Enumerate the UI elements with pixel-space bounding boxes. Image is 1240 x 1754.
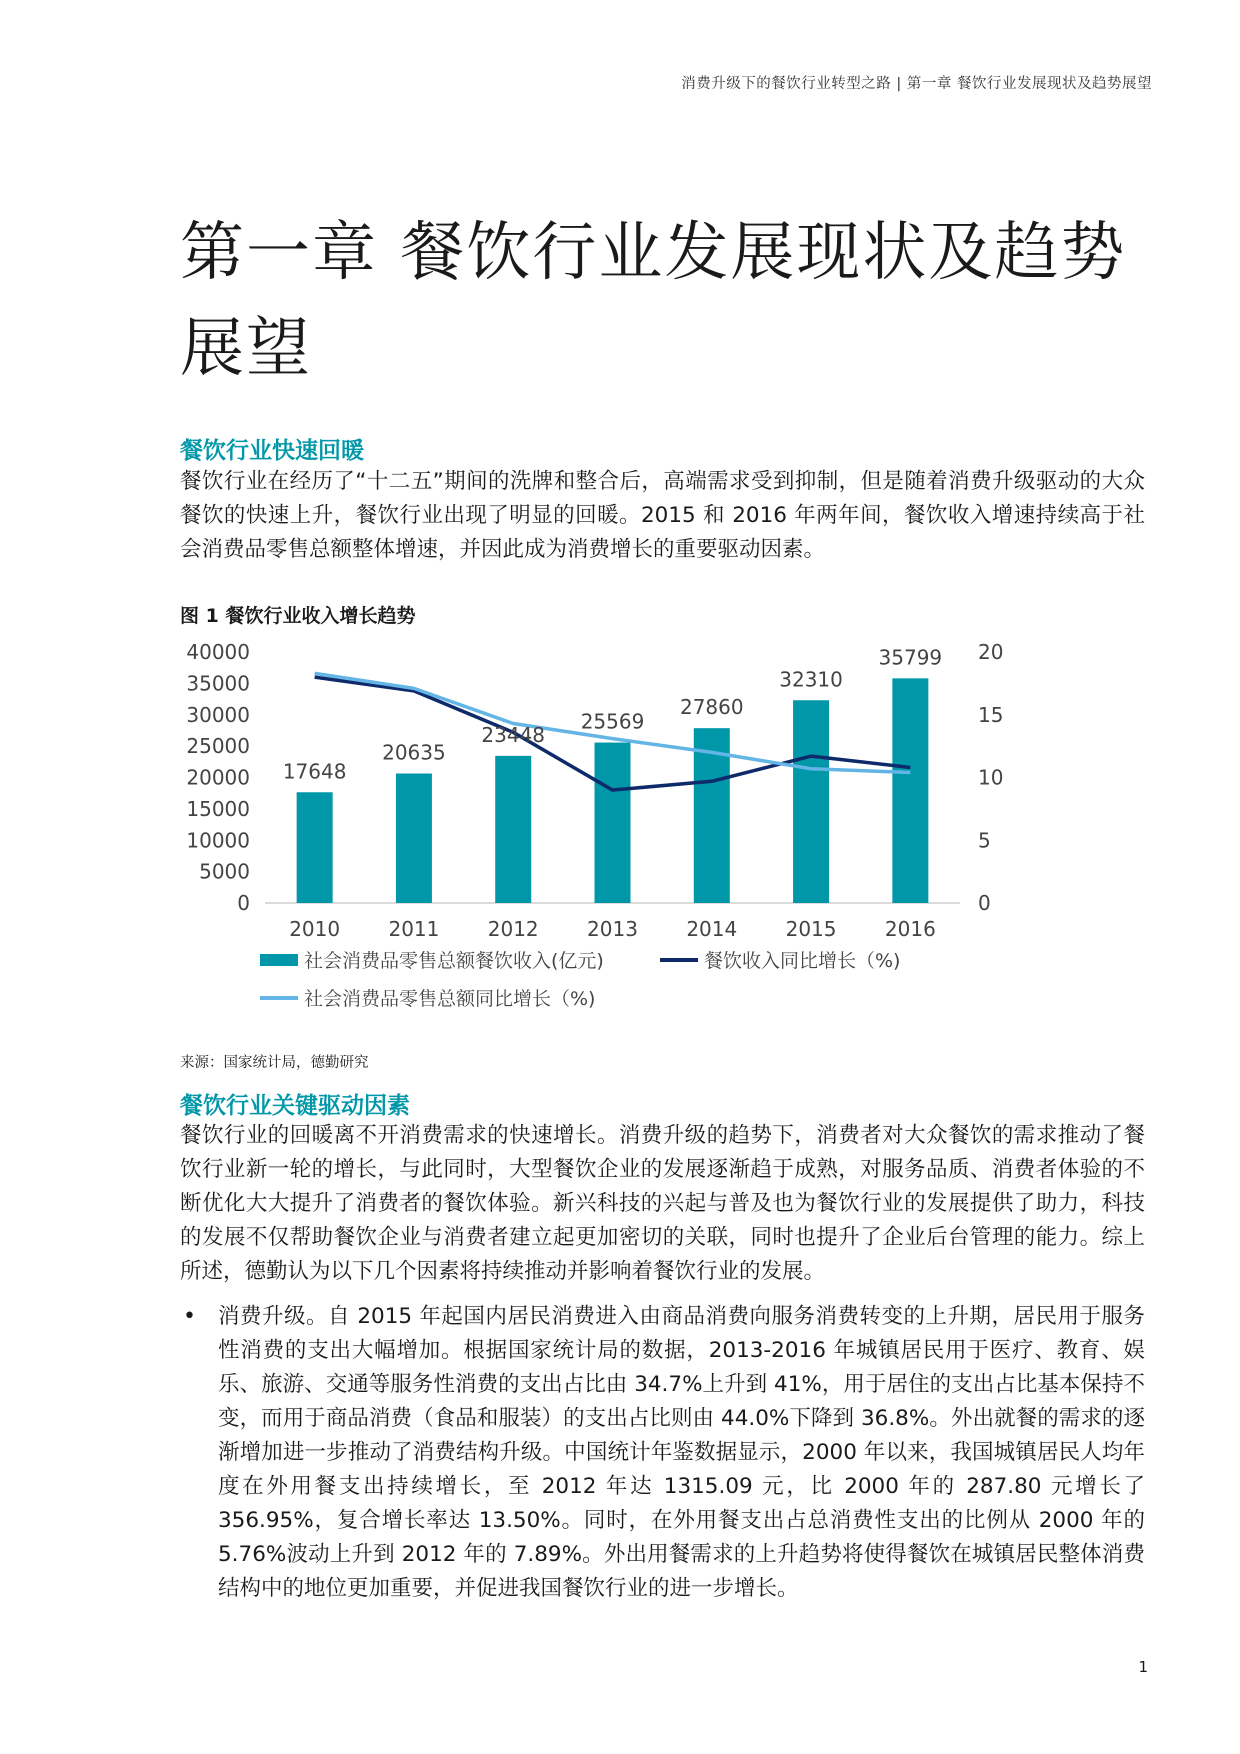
x-axis-tick-label: 2011 <box>388 917 440 941</box>
section-paragraph-drivers: 餐饮行业的回暖离不开消费需求的快速增长。消费升级的趋势下，消费者对大众餐饮的需求推动了餐饮行业新一轮的增长，与此同时，大型餐饮企业的发展逐渐趋于成熟，对服务品质、消费者体验的不断优化大大提升了消费者的餐饮体验。新兴科技的兴起与普及也为餐饮行业的发展提供了助力，科技的发展不仅帮助餐饮企业与消费者建立起更加密切的关联，同时也提升了企业后台管理的能力。综上所述，德勤认为以下几个因素将持续推动并影响着餐饮行业的发展。 <box>180 1123 1145 1284</box>
left-axis-tick-label: 20000 <box>186 765 250 790</box>
bar-data-label: 35799 <box>878 645 943 670</box>
bar-data-label: 25569 <box>580 709 645 734</box>
left-axis-tick-label: 10000 <box>186 828 250 853</box>
legend-label: 社会消费品零售总额同比增长（%) <box>304 988 596 1010</box>
list-item <box>180 1300 1145 1606</box>
left-axis-tick-label: 5000 <box>199 859 250 884</box>
bar-data-label: 32310 <box>779 667 843 692</box>
chart-legend <box>260 949 900 1010</box>
figure-caption: 图 1 餐饮行业收入增长趋势 <box>180 605 416 627</box>
bar <box>793 700 829 903</box>
legend-label: 餐饮收入同比增长（%) <box>704 950 901 972</box>
left-axis-tick-label: 40000 <box>186 640 250 664</box>
section-title-recovery: 餐饮行业快速回暖 <box>180 438 364 464</box>
bar-data-label: 23448 <box>481 722 546 747</box>
bar-data-label: 20635 <box>382 740 446 765</box>
left-axis-tick-label: 15000 <box>186 796 250 821</box>
right-axis-tick-label: 0 <box>978 891 991 915</box>
bar-data-label: 17648 <box>282 759 347 784</box>
bar <box>297 792 333 903</box>
bar-data-label: 27860 <box>679 695 744 720</box>
x-axis-tick-label: 2015 <box>785 917 837 941</box>
page-number: 1 <box>1138 1658 1148 1676</box>
left-axis-tick-label: 0 <box>237 891 250 915</box>
right-axis-tick-label: 10 <box>978 765 1004 790</box>
x-axis-tick-label: 2012 <box>487 917 539 941</box>
x-axis-tick-label: 2016 <box>884 917 936 941</box>
right-axis <box>978 640 1003 915</box>
x-axis-tick-label: 2014 <box>686 917 738 941</box>
bar <box>595 743 631 903</box>
right-axis-tick-label: 15 <box>978 702 1004 727</box>
bar <box>892 678 928 903</box>
section-paragraph-recovery: 餐饮行业在经历了“十二五”期间的洗牌和整合后，高端需求受到抑制，但是随着消费升级驱动的大众餐饮的快速上升，餐饮行业出现了明显的回暖。2015 和 2016 年两年间，餐饮收入增速持续高于社会消费品零售总额整体增速，并因此成为消费增长的重要驱动因素。 <box>180 469 1145 562</box>
revenue-growth-chart <box>180 625 1140 1045</box>
list-item-text: 消费升级。自 2015 年起国内居民消费进入由商品消费向服务消费转变的上升期，居民用于服务性消费的支出大幅增加。根据国家统计局的数据，2013-2016 年城镇居民用于医疗、教育、娱乐、旅游、交通等服务性消费的支出占比由 34.7%上升到 41%，用于居住的支出占比基本保持不变，而用于商品消费（食品和服装）的支出占比则由 44.0%下降到 36.8%。外出就餐的需求的逐渐增加进一步推动了消费结构升级。中国统计年鉴数据显示，2000 年以来，我国城镇居民人均年度在外用餐支出持续增长，至 2012 年达 1315.09 元，比 2000 年的 287.80 元增长了 356.95%，复合增长率达 13.50%。同时，在外用餐支出占总消费性支出的比例从 2000 年的 5.76%波动上升到 2012 年的 7.89%。外出用餐需求的上升趋势将使得餐饮在城镇居民整体消费结构中的地位更加重要，并促进我国餐饮行业的进一步增长。 <box>218 1304 1145 1601</box>
legend-swatch <box>260 954 298 966</box>
left-axis-tick-label: 25000 <box>186 734 250 759</box>
bullet-marker: • <box>183 1304 196 1329</box>
chapter-title: 第一章 餐饮行业发展现状及趋势展望 <box>180 216 1127 386</box>
x-axis <box>289 917 936 941</box>
driver-list <box>180 1300 1145 1606</box>
bar <box>495 756 531 903</box>
right-axis-tick-label: 5 <box>978 828 991 853</box>
x-axis-tick-label: 2010 <box>289 917 341 941</box>
left-axis-tick-label: 30000 <box>186 702 250 727</box>
section-title-drivers: 餐饮行业关键驱动因素 <box>180 1093 410 1119</box>
right-axis-tick-label: 20 <box>978 640 1004 664</box>
running-header: 消费升级下的餐饮行业转型之路 | 第一章 餐饮行业发展现状及趋势展望 <box>681 76 1152 92</box>
bar <box>396 774 432 903</box>
figure-source: 来源：国家统计局，德勤研究 <box>180 1055 369 1071</box>
legend-label: 社会消费品零售总额餐饮收入(亿元) <box>304 950 604 972</box>
left-axis-tick-label: 35000 <box>186 671 250 696</box>
x-axis-tick-label: 2013 <box>587 917 638 941</box>
left-axis <box>186 640 250 915</box>
